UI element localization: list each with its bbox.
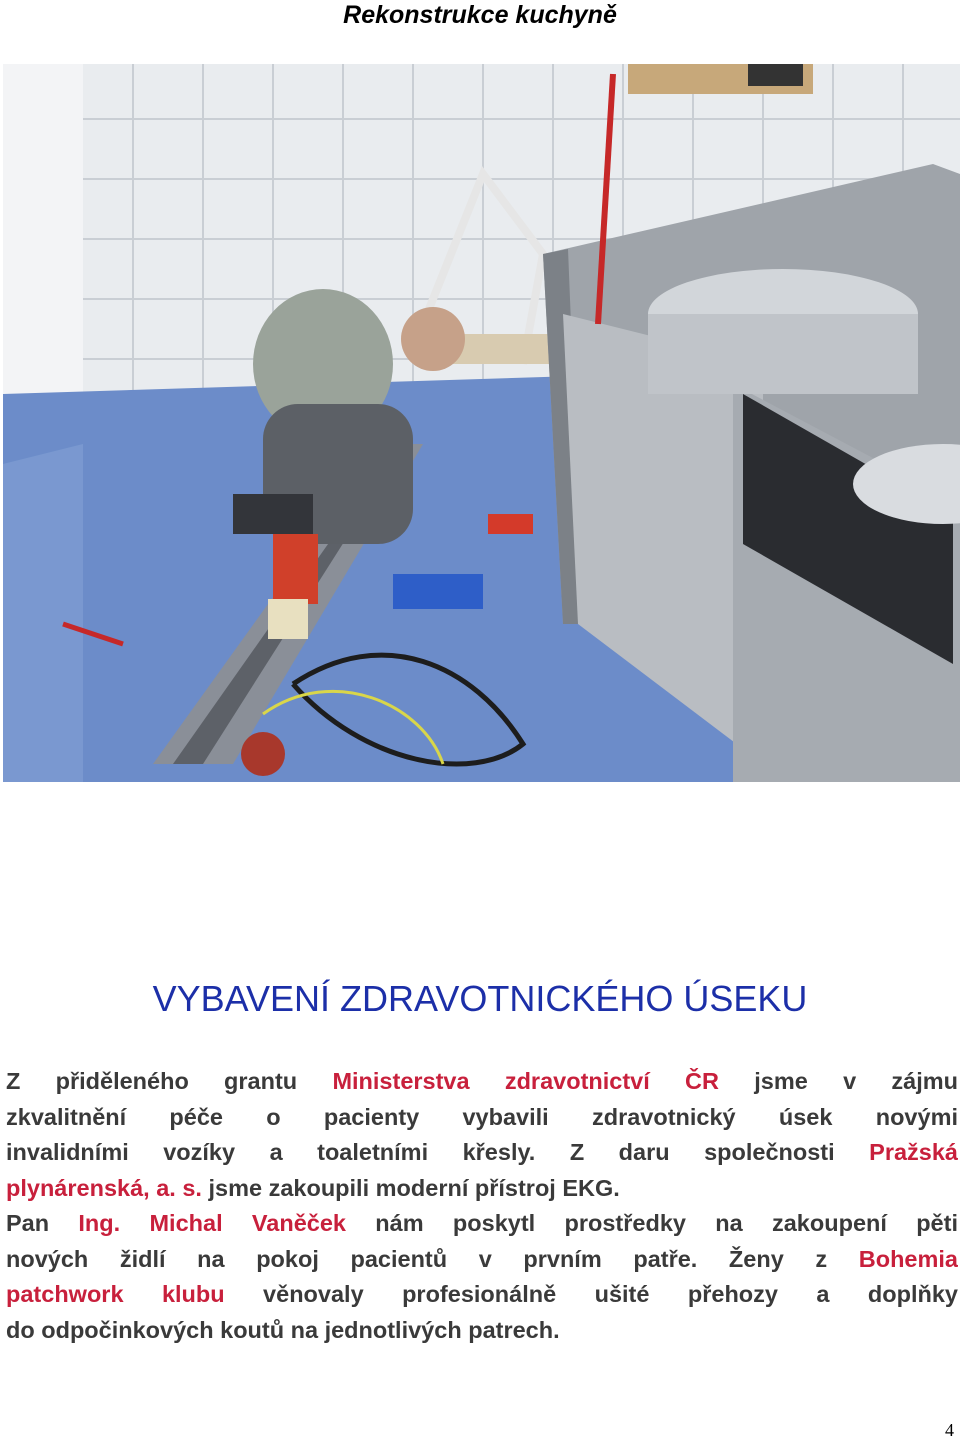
text-run: jsme zakoupili moderní přístroj EKG. (201, 1174, 620, 1201)
paragraph-line (6, 1313, 958, 1349)
text-run: nám poskytl prostředky na zakoupení pěti (346, 1210, 958, 1236)
paragraph-line (6, 1135, 958, 1171)
page-number: 4 (945, 1420, 954, 1440)
highlight-donor: Ing. Michal Vaněček (78, 1210, 346, 1236)
text-run: Pan (6, 1210, 79, 1236)
text-run: do odpočinkových koutů na jednotlivých patrech. (6, 1316, 560, 1343)
text-run: Z přiděleného grantu (6, 1068, 333, 1094)
highlight-company: Pražská (869, 1139, 958, 1165)
paragraph-line (6, 1206, 958, 1242)
photo-caption: Rekonstrukce kuchyně (343, 1, 617, 29)
text-run: invalidními vozíky a toaletními křesly. Z daru společnosti (6, 1139, 870, 1165)
highlight-company: plynárenská, a. s. (6, 1174, 202, 1201)
paragraph-line (6, 1171, 958, 1207)
text-run: zkvalitnění péče o pacienty vybavili zdravotnický úsek novými (6, 1103, 958, 1130)
paragraph-line (6, 1277, 958, 1313)
kitchen-reconstruction-photo (3, 64, 960, 782)
section-heading: VYBAVENÍ ZDRAVOTNICKÉHO ÚSEKU (152, 978, 808, 1019)
text-run: věnovaly profesionálně ušité přehozy a doplňky (224, 1281, 958, 1307)
text-run: nových židlí na pokoj pacientů v prvním patře. Ženy z (6, 1245, 859, 1272)
paragraph-line (6, 1242, 958, 1278)
paragraph-line (6, 1100, 958, 1136)
highlight-ministry: Ministerstva zdravotnictví ČR (332, 1068, 719, 1094)
paragraph-line (6, 1064, 958, 1100)
highlight-club: patchwork klubu (6, 1281, 225, 1307)
highlight-club: Bohemia (858, 1245, 958, 1272)
text-run: jsme v zájmu (718, 1068, 958, 1094)
body-paragraph (6, 1064, 958, 1348)
